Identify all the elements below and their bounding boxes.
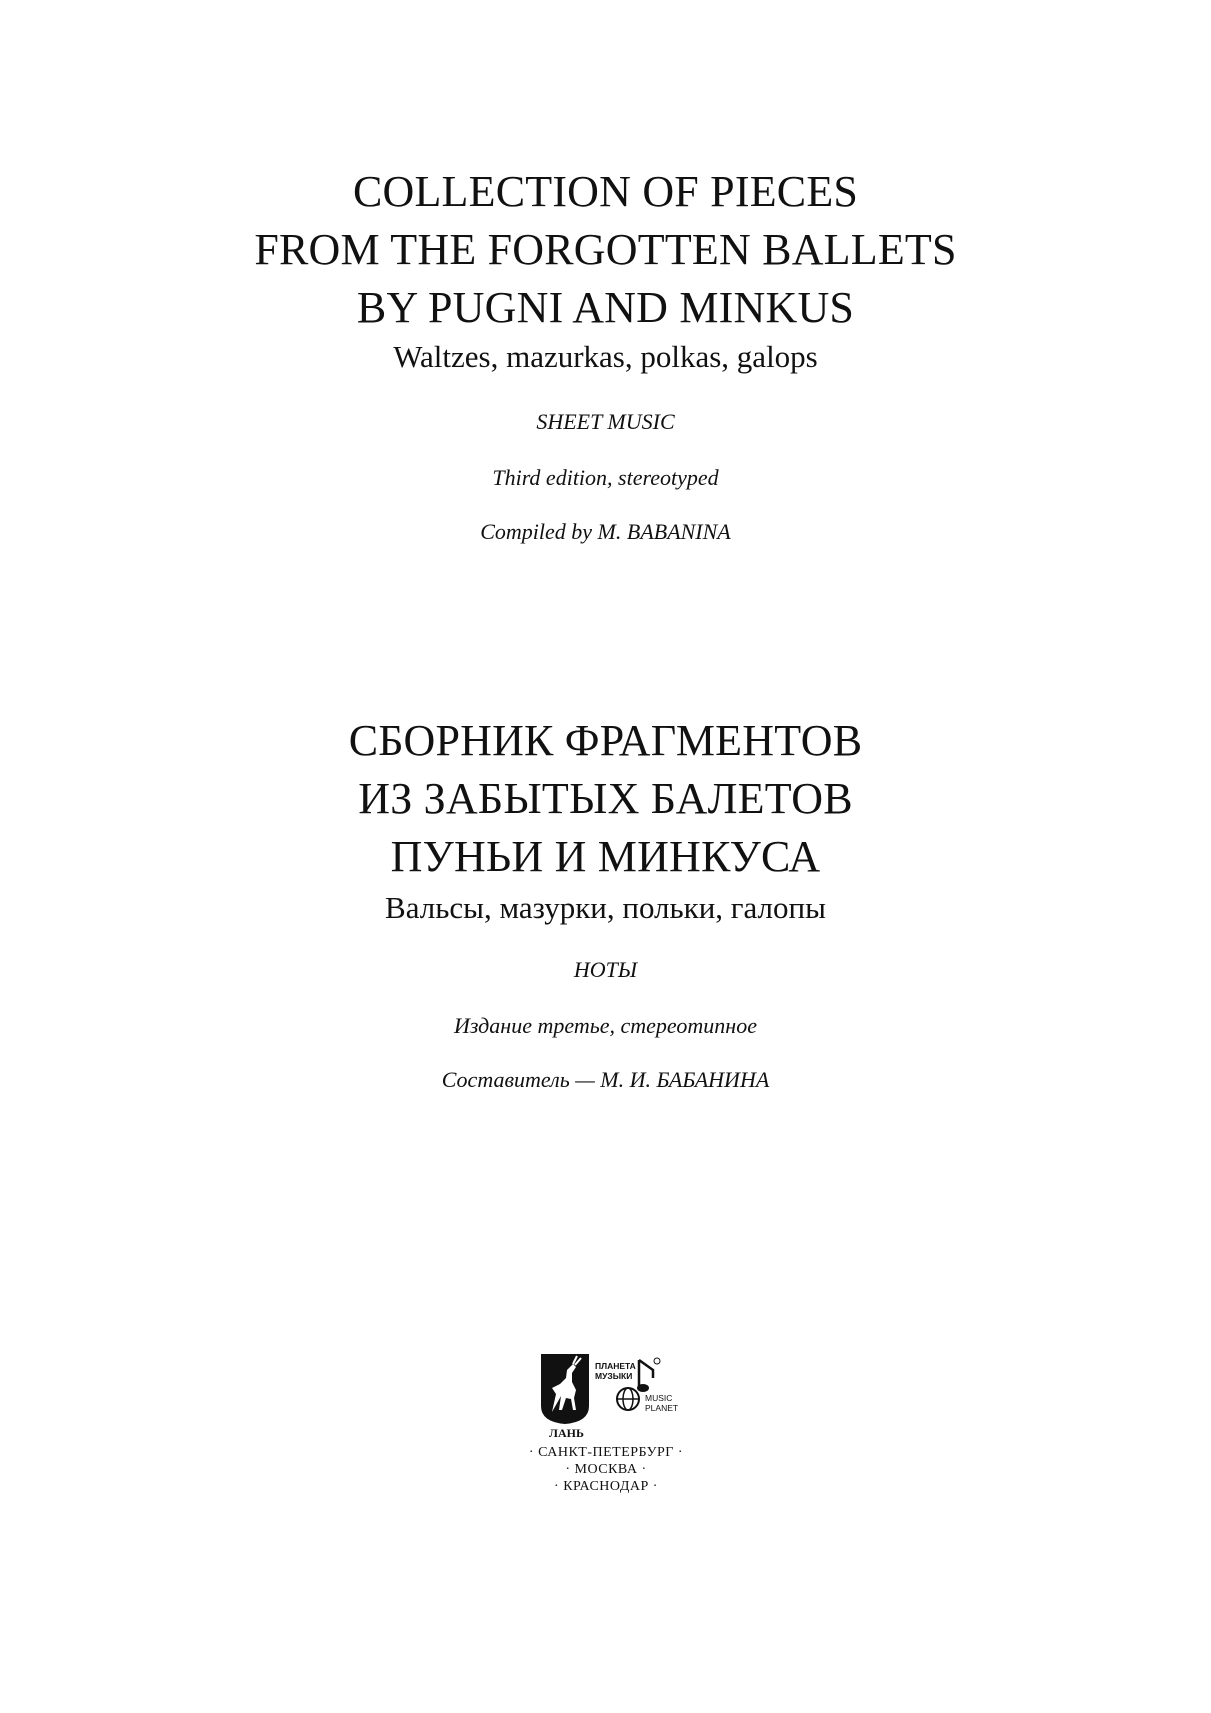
publisher-logo-block (515, 1352, 697, 1492)
city-krasnodar: · КРАСНОДАР · (554, 1479, 658, 1494)
planet-logo-line-1: ПЛАНЕТА (595, 1361, 636, 1371)
english-genre: SHEET MUSIC (536, 409, 675, 434)
russian-title-line-1: СБОРНИК ФРАГМЕНТОВ (348, 716, 863, 765)
english-subtitle: Waltzes, mazurkas, polkas, galops (393, 339, 818, 374)
music-planet-line-2: PLANET (645, 1403, 679, 1413)
russian-subtitle: Вальсы, мазурки, польки, галопы (385, 890, 826, 925)
globe-icon (613, 1386, 643, 1412)
russian-genre: НОТЫ (573, 957, 638, 982)
english-title-block (0, 163, 1211, 337)
lan-logo-text: ЛАНЬ (549, 1426, 584, 1440)
music-planet-line-1: MUSIC (645, 1393, 673, 1403)
english-compiler: Compiled by M. BABANINA (480, 519, 731, 544)
russian-title-line-2: ИЗ ЗАБЫТЫХ БАЛЕТОВ (358, 774, 853, 823)
doe-logo-icon (537, 1352, 593, 1426)
city-saint-petersburg: · САНКТ-ПЕТЕРБУРГ · (528, 1445, 684, 1460)
english-title-line-3: BY PUGNI AND MINKUS (356, 283, 855, 332)
russian-edition: Издание третье, стереотипное (454, 1013, 757, 1038)
english-title-line-2: FROM THE FORGOTTEN BALLETS (254, 225, 957, 274)
english-edition: Third edition, stereotyped (492, 465, 719, 490)
russian-title-block (0, 712, 1211, 886)
russian-compiler: Составитель — М. И. БАБАНИНА (441, 1067, 770, 1092)
english-title-line-1: COLLECTION OF PIECES (352, 167, 859, 216)
city-moscow: · МОСКВА · (565, 1462, 647, 1477)
planet-logo-line-2: МУЗЫКИ (595, 1371, 633, 1381)
russian-title-line-3: ПУНЬИ И МИНКУСА (390, 832, 821, 881)
